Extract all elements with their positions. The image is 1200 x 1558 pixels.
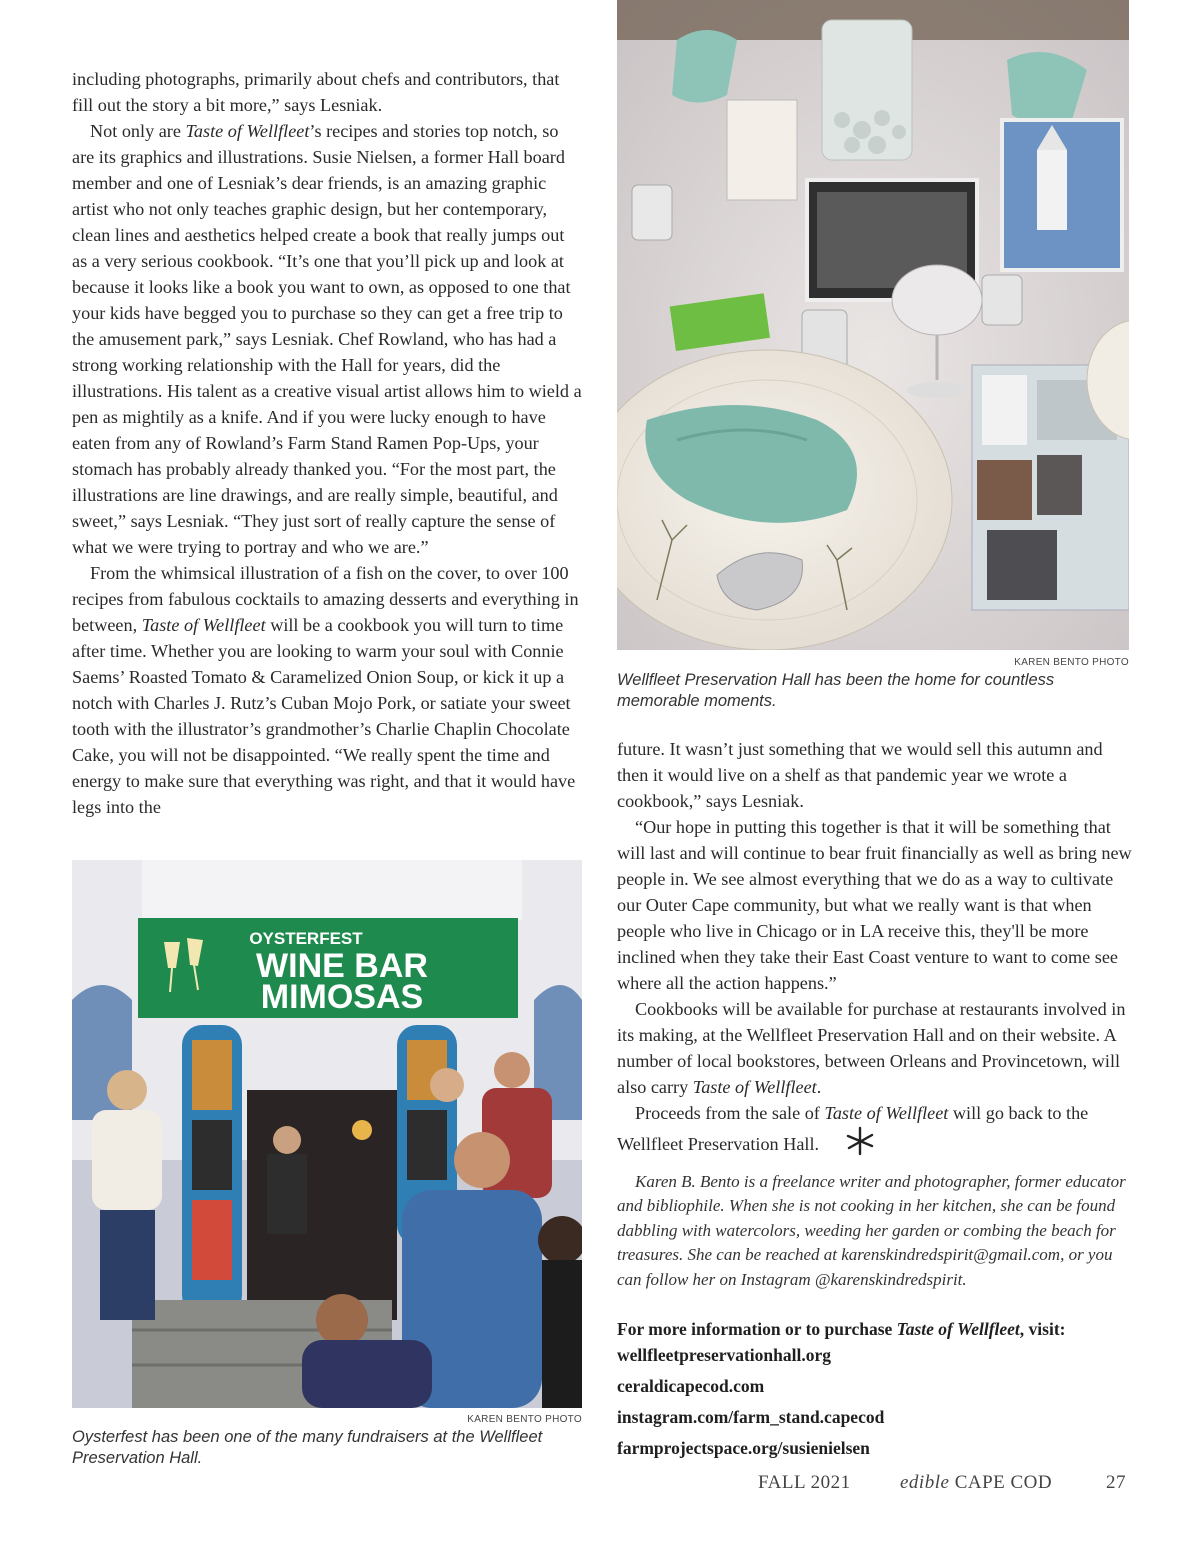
page-number: 27 [1106, 1472, 1126, 1493]
right-column [617, 736, 1132, 1163]
oysterfest-photo [72, 860, 582, 1408]
left-column [72, 66, 582, 820]
paragraph: future. It wasn’t just something that we would sell this autumn and then it would live on a shelf as that pandemic year we wrote a cookbook,” says Lesniak. [617, 739, 1103, 811]
book-title: Taste of Wellfleet [824, 1103, 949, 1123]
photo-caption: Wellfleet Preservation Hall has been the home for countless memorable moments. [617, 671, 1055, 710]
paragraph: Proceeds from the sale of Taste of Wellfleet will go back to the Wellfleet Preservation Hall. [617, 1100, 1132, 1163]
link-instagram[interactable]: instagram.com/farm_stand.capecod [617, 1407, 885, 1427]
banner-line-2: WINE BAR [256, 947, 428, 985]
book-title: Taste of Wellfleet [185, 121, 310, 141]
book-title: Taste of Wellfleet [692, 1077, 817, 1097]
link-ceraldi[interactable]: ceraldicapecod.com [617, 1376, 765, 1396]
paragraph: “Our hope in putting this together is that it will be something that will last and will continue to bear fruit financially as well as bring new people in. We see almost everything that we do as a way to cultivate our Outer Cape community, but what we really want is that when people who live in Chicago or in LA receive this, they'll be more inclined when they take their East Coast venture to want to come see where all the action happens.” [617, 817, 1132, 993]
paragraph: Not only are Taste of Wellfleet’s recipes and stories top notch, so are its graphics and illustrations. Susie Nielsen, a former Hall board member and one of Lesniak’s dear friends, is an amazing graphic artist who not only teaches graphic design, but her contemporary, clean lines and aesthetics helped create a book that really jumps out as a very serious cookbook. “It’s one that you’ll pick up and look at because it looks like a book you want to own, as opposed to one that your kids have begged you to purchase so they can get a free trip to the amusement park,” says Lesniak. Chef Rowland, who has had a strong working relationship with the Hall for years, did the illustrations. His talent as a creative visual artist allows him to wield a pen as mightily as a knife. And if you were lucky enough to have eaten from any of Rowland’s Farm Stand Ramen Pop-Ups, your stomach has probably already thanked you. “For the most part, the illustrations are line drawings, and are really simple, beautiful, and sweet,” says Lesniak. “They just sort of really capture the sense of what we were trying to portray and who we are.” [72, 121, 582, 557]
link-wellfleet-hall[interactable]: wellfleetpreservationhall.org [617, 1345, 831, 1365]
author-bio: Karen B. Bento is a freelance writer and photographer, former educator and bibliophile. When she is not cooking in her kitchen, she can be found dabbling with watercolors, weeding her garden or combing the beach for treasures. She can be reached at karenskindredspirit@gmail.com, or you can follow her on Instagram @karenskindredspirit. [617, 1172, 1126, 1289]
banner-line-1: OYSTERFEST [249, 929, 363, 948]
photo-credit: KAREN BENTO PHOTO [1014, 657, 1129, 668]
photo-credit: KAREN BENTO PHOTO [467, 1414, 582, 1425]
banner-line-3: MIMOSAS [260, 978, 424, 1016]
paragraph: Cookbooks will be available for purchase at restaurants involved in its making, at the Wellfleet Preservation Hall and on their website. A number of local bookstores, between Orleans and Provincetown, will also carry Taste of Wellfleet. [617, 999, 1126, 1097]
star-end-mark-icon [827, 1126, 875, 1163]
footer-season: FALL 2021 [758, 1472, 851, 1493]
oysterfest-illustration [72, 860, 582, 1408]
paragraph: including photographs, primarily about chefs and contributors, that fill out the story a bit more,” says Lesniak. [72, 69, 560, 115]
link-farm-project[interactable]: farmprojectspace.org/susienielsen [617, 1438, 870, 1458]
photo-caption: Oysterfest has been one of the many fundraisers at the Wellfleet Preservation Hall. [72, 1428, 543, 1467]
more-info-intro: For more information or to purchase Taste of Wellfleet, visit: [617, 1319, 1066, 1339]
book-title: Taste of Wellfleet [141, 615, 266, 635]
footer-magazine: edible CAPE COD [900, 1472, 1053, 1493]
more-info [617, 1316, 1129, 1461]
table-setting-photo [617, 0, 1129, 650]
paragraph: From the whimsical illustration of a fish on the cover, to over 100 recipes from fabulous cocktails to amazing desserts and everything in between, Taste of Wellfleet will be a cookbook you will turn to time after time. Whether you are looking to warm your soul with Connie Saems’ Roasted Tomato & Caramelized Onion Soup, or kick it up a notch with Charles J. Rutz’s Cuban Mojo Pork, or satiate your sweet tooth with the illustrator’s grandmother’s Charlie Chaplin Chocolate Cake, you will not be disappointed. “We really spent the time and energy to make sure that everything was right, and that it would have legs into the [72, 563, 579, 817]
table-setting-illustration [617, 0, 1129, 650]
